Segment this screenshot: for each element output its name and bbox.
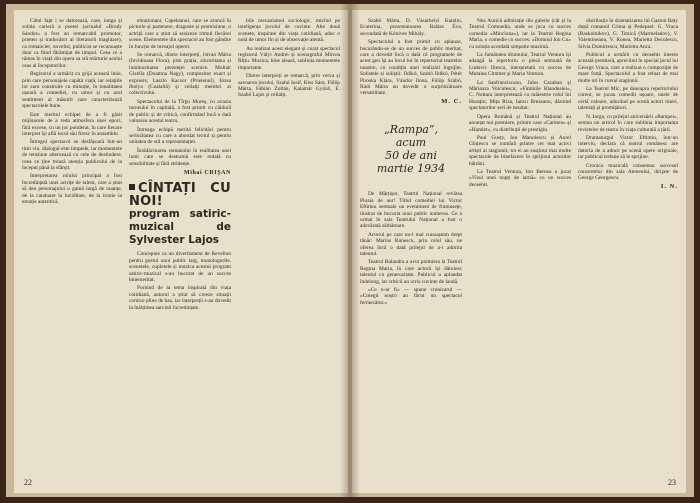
right-column-3 [578, 18, 678, 190]
paragraph: Spectacolul a fost primit cu aplauze, bucurându-se de un succes de public meritat, care a dovedit încă o dată că programele de acest gen își au locul lor în repertoriul teatrelor noastre, cu condiția unei realizări îngrijite. Solistele și soliștii: Ildikó, Szabó Ildikó, Pétér Piroska Klára, Vándor Ilona, Fülöp Szabó, Rádi Márta au dovedit o surprinzătoare versatilitate. [360, 39, 462, 97]
right-column-1 [360, 18, 462, 308]
paragraph: Szabó Márta, D. Vásárhelyi Katalin, Ecaterina, prezentatoarea Balázs Éva, secondată de Kónives Mihály. [360, 18, 462, 37]
paragraph: La Teatrul Mic, pe deasupra repertoriului curent, se jucau comedii ușoare, unele de certă valoare, aducând pe scenă actori tineri, talentați și promițători. [578, 86, 678, 112]
left-page [14, 10, 348, 493]
rampa-subtitle: acum [395, 136, 427, 150]
paragraph: emoționant, Capeleanul, care se aruncă în pictorie și partenere, dragoste și promisiune, o actriță care a știut să sesizeze ritmul fiecărei scene. Elementele din spectacol au fost gândite în funcție de mesajul operei. [129, 18, 231, 50]
paragraph: bile mecanismul sociologic, mizînd pe inteligența jocului de cuvinte. Alte două scenete, inspirate din viața cotidiană, aduc o notă de umor fin și de observație atentă. [238, 18, 340, 44]
headline-title: CÎNTAȚI CU NOI! [129, 181, 231, 210]
paragraph: De Mărțișor, Teatrul Național revărsa Ploaia de aur! Titlul comediei lui Victor Eftimiu semnale un eveniment de frumusețe, ilustrat de bucuria unui public numeros. Ce a urmat în sala Teatrului Național a fost o adevărată sărbătoare. [360, 191, 462, 230]
headline-subtitle: program satiric-muzical de Sylvester Lajos [129, 208, 231, 247]
paragraph: La Sanfranciscano, Jules Cazaban și Mărioara Voiculescu; «Fintinile Blandusiei», C. Nottara interpretează cu măiestrie rolul lui Horațiu; Mița Riza, Iancu Brezeanu, dăruind spectatorilor seri de neuitat. [469, 79, 571, 112]
page-number: 23 [668, 478, 676, 487]
paragraph: Este meritul echipei de a fi găsit mijloacele de a reda atmosfera unei epoci, fără excese, cu un joc ponderat, în care fiecare interpret își află locul său firesc în ansamblu. [22, 111, 122, 137]
paragraph: La Teatrul Ventura, Ion Bernea a jucat «Visul unei nopți de iarnă» cu un succes deosebit. [469, 168, 571, 188]
paragraph: Dintre interpreți se remarcă, prin verva și savoarea jocului, Szabó Iosif, Kiss Sára, Fülöp Márta, Fábián Zoltán, Kalamár Győző, E. Szabó Lajos și ceilalți. [238, 73, 340, 99]
left-column-2 [129, 18, 231, 313]
article-signature: I. N. [660, 182, 678, 190]
paragraph: Concepute ca un divertisment de Revelion pentru gustul unui public larg, monologurile, scenetele, cupletele și muzica acestui program satiric-muzical s-au bucurat de un succes binemeritat. [129, 251, 231, 283]
paragraph: Se remarcă, dintre interpreți, Istvan Márta (Invidioasa Flora), prin grația, sinceritatea și luminozitatea prezenței scenice. Molnár Gizella (Doamna Nagy), compozitor exact și expresiv, Laszlo Kacsor (Prietenul), Józsa Ibolya (Cealaltă) și ceilalți membri ai colectivului. [129, 52, 231, 97]
paragraph: Pornind de la tema inspirată din viața cotidiană, autorul a știut să creeze situații comice pline de haz, iar interpreții s-au dovedit la înălțimea sarcinii încredințate. [129, 285, 231, 311]
paragraph: Înrădăcinarea romanului în realitatea unei lumi care se destramă este redată cu sensibilitate și fără stridențe. [129, 147, 231, 167]
rampa-title: „Rampa”, [384, 123, 438, 137]
bullet-icon [129, 184, 135, 190]
right-page [352, 10, 686, 493]
book-gutter [340, 4, 360, 497]
paragraph: Dramaturgul Victor Eftimiu, într-un interviu, declara că teatrul românesc are datoria de a aduce pe scenă opere originale, iar publicul trebuie să le sprijine. [578, 134, 678, 161]
paragraph: Câtui fapt i se datorează, care, iunga și solida carieră a poetei (actualul «Brody Sándor» a fost un remarcabil promotor, prieten și traducător al literaturii maghiare), ca romancier, novelist, publicist se recunoaște doar ca fiind fărâmițat de timpul. Ceea ce a rămas în viață din opera sa stă mărturie acelui ceas al începuturilor. [22, 18, 122, 69]
paragraph: Întregul spectacol se desfășoară într-un ritm viu, dialogul este limpede, iar momentele de tensiune alternează cu cele de destindere, ceea ce ține trează atenția publicului de la început până la sfârșit. [22, 139, 122, 171]
paragraph: Cronica muzicală consemna succesul concertelor din sala Ateneului, dirijate de George Georgescu. [578, 162, 678, 182]
paragraph: Teatrul Bulandra a avut premiera la Teatrul Regina Maria, în care actorii își dăruiesc talentul cu generozitate. Publicul a aplaudat îndelung, iar criticii au scris cuvinte de laudă. [360, 259, 462, 285]
rampa-subtitle: 50 de ani [385, 149, 437, 163]
paragraph: Publicul a urmărit cu deosebit interes această premieră, apreciind în special jocul lui George Vraca, care a realizat o compoziție de mare forță. Spectacolul a fost reluat de mai multe ori în cursul stagiunii. [578, 52, 678, 84]
left-column-3 [238, 18, 340, 101]
article-signature: Mihai CRIȘAN [183, 169, 231, 176]
left-column-1 [22, 18, 122, 207]
paragraph: Întreaga echipă merită felicitări pentru seriozitatea cu care a abordat textul și pentru unitatea de stil a reprezentației. [129, 126, 231, 146]
rampa-date: martie 1934 [376, 162, 446, 176]
magazine-spread [6, 4, 694, 497]
paragraph: Spectacolul de la Tîrgu Mureș, cu ocazia turneului în capitală, a fost primit cu căldură de public și de critică, confirmând încă o dată valoarea acestui teatru. [129, 98, 231, 125]
paragraph: Paul Gusty, Ion Manolescu și Aurel Ghițescu se numără printre cei mai activi artiști ai stagiunii; tot ei au susținut mai multe spectacole de binefacere în sprijinul actorilor bătrâni. [469, 134, 571, 167]
paragraph: N. Iorga, cu prilejul aniversării «Rampei», semna un articol în care sublinia importanța revistelor de teatru în viața culturală a țării. [578, 113, 678, 133]
paragraph: Regizorul a urmărit cu grijă această linie, prin care personajele capătă viață, iar relațiile lor sunt construite cu minuție, în tonalitatea ușoară a comediei, cu umor și cu acel sentiment al măsurii care caracterizează spectacolele bune. [22, 71, 122, 110]
rampa-headline [360, 123, 462, 175]
article-headline [129, 182, 231, 247]
paragraph: Opera Română și Teatrul Național au anunțat noi premiere, printre care «Carmen» și «Hamlet», cu distribuții de prestigiu. [469, 113, 571, 133]
article-signature: M. C. [441, 97, 462, 105]
paragraph: Interpretarea rolului principal a fost încredințată unei actrițe de talent, care a știut să dea personajului o gamă largă de nuanțe, de la candoare la luciditate, de la ironie la emoție autentică. [22, 173, 122, 205]
right-column-2 [469, 18, 571, 190]
paragraph: «Ce n-ar fi» — spune cronicarul — «Colegii noștri au făcut un spectacol fermecător.» [360, 286, 462, 306]
paragraph: Actorul pe care nu-l mai cunoaștem drept tânăr: Marius Bunescu, prin rolul său, ne oferea încă o dată prilejul de a-i admira talentul. [360, 231, 462, 257]
paragraph: Nea Aurică admirație din galerie (cât și la Teatrul Comoedia, unde se juca cu succes comedia «Minciuna»), iar la Teatrul Regina Maria, o comedie cu succes: «Domnul Ion Cu» cu soluția acordată simpatie maximă. [469, 18, 571, 50]
paragraph: Au realizat acest elegant și curat spectacol regizorul Vályi Andrei și scenograful Mircea Rîțiu. Muzica, bine aleasă, sublinia momentele importante. [238, 45, 340, 71]
page-number: 22 [24, 478, 32, 487]
paragraph: La Jumătatea drumului, Teatrul Ventura își adaugă la repertoriu o piesă semnată de Ludovic Iliescu, interpretată cu succes de Mutalea Cimmer și Maria Ventura. [469, 52, 571, 78]
paragraph: distribuție în dramatizarea lui Gaston Baty după romanul Crima și Pedepsei: G. Vraca (Raskolnikov), G. Timică (Marmeladov), V. Valentineanu, V. Ronea, Marietta Deculescu, Silvia Dumitrescu, Marietta Anca. [578, 18, 678, 50]
